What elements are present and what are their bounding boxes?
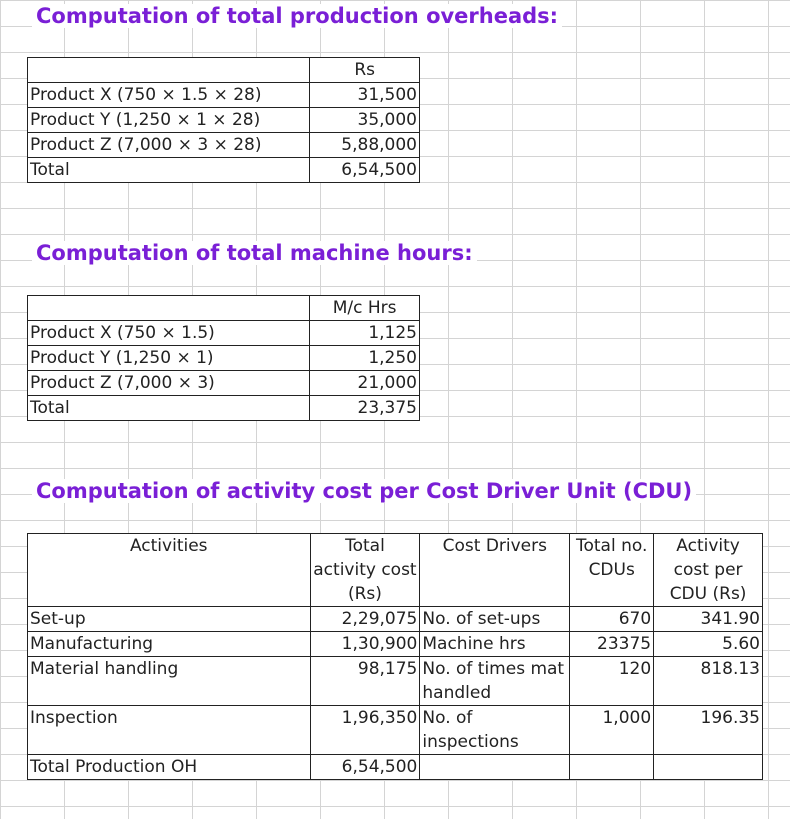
table-row bbox=[28, 371, 420, 396]
table-row bbox=[28, 108, 420, 133]
total-row bbox=[28, 158, 420, 183]
row-value: 1,125 bbox=[310, 321, 420, 346]
total-row bbox=[28, 396, 420, 421]
column-header-total-cost: Total activity cost (Rs) bbox=[310, 534, 420, 607]
column-header-rs: Rs bbox=[310, 58, 420, 83]
row-label: Product Y (1,250 × 1 × 28) bbox=[28, 108, 310, 133]
total-label: Total Production OH bbox=[28, 755, 311, 780]
driver-cell: No. of set-ups bbox=[420, 607, 570, 632]
table-row bbox=[28, 346, 420, 371]
table-header-row bbox=[28, 296, 420, 321]
activity-cell: Manufacturing bbox=[28, 632, 311, 657]
machine-hours-table bbox=[27, 295, 420, 421]
row-value: 21,000 bbox=[310, 371, 420, 396]
activity-cell: Material handling bbox=[28, 657, 311, 706]
cost-cell: 98,175 bbox=[310, 657, 420, 706]
row-label: Total bbox=[28, 396, 310, 421]
blank-cell bbox=[420, 755, 570, 780]
row-value: 35,000 bbox=[310, 108, 420, 133]
column-header-activities: Activities bbox=[28, 534, 311, 607]
table-row bbox=[28, 706, 763, 755]
column-header-cost-drivers: Cost Drivers bbox=[420, 534, 570, 607]
cdus-cell: 120 bbox=[570, 657, 654, 706]
table-row bbox=[28, 607, 763, 632]
driver-cell: No. of times mat handled bbox=[420, 657, 570, 706]
driver-cell: No. of inspections bbox=[420, 706, 570, 755]
activity-cost-table bbox=[27, 533, 763, 780]
row-value: 5,88,000 bbox=[310, 133, 420, 158]
cdus-cell: 670 bbox=[570, 607, 654, 632]
blank-cell bbox=[28, 296, 310, 321]
rate-cell: 5.60 bbox=[654, 632, 763, 657]
cost-cell: 1,30,900 bbox=[310, 632, 420, 657]
table-row bbox=[28, 133, 420, 158]
overheads-table bbox=[27, 57, 420, 183]
row-label: Total bbox=[28, 158, 310, 183]
row-label: Product Y (1,250 × 1) bbox=[28, 346, 310, 371]
rate-cell: 818.13 bbox=[654, 657, 763, 706]
table-row bbox=[28, 632, 763, 657]
rate-cell: 196.35 bbox=[654, 706, 763, 755]
row-value: 6,54,500 bbox=[310, 158, 420, 183]
blank-cell bbox=[28, 58, 310, 83]
blank-cell bbox=[570, 755, 654, 780]
activity-cell: Set-up bbox=[28, 607, 311, 632]
rate-cell: 341.90 bbox=[654, 607, 763, 632]
cdus-cell: 23375 bbox=[570, 632, 654, 657]
row-label: Product Z (7,000 × 3) bbox=[28, 371, 310, 396]
row-label: Product X (750 × 1.5) bbox=[28, 321, 310, 346]
activity-cell: Inspection bbox=[28, 706, 311, 755]
column-header-total-cdus: Total no. CDUs bbox=[570, 534, 654, 607]
driver-cell: Machine hrs bbox=[420, 632, 570, 657]
total-cost: 6,54,500 bbox=[310, 755, 420, 780]
row-value: 1,250 bbox=[310, 346, 420, 371]
row-value: 31,500 bbox=[310, 83, 420, 108]
row-label: Product X (750 × 1.5 × 28) bbox=[28, 83, 310, 108]
row-value: 23,375 bbox=[310, 396, 420, 421]
table-header-row bbox=[28, 534, 763, 607]
cost-cell: 2,29,075 bbox=[310, 607, 420, 632]
table-row bbox=[28, 83, 420, 108]
table-row bbox=[28, 657, 763, 706]
table-row bbox=[28, 321, 420, 346]
section2-title: Computation of total machine hours: bbox=[32, 241, 477, 265]
column-header-rate: Activity cost per CDU (Rs) bbox=[654, 534, 763, 607]
table-header-row bbox=[28, 58, 420, 83]
section3-title: Computation of activity cost per Cost Driver Unit (CDU) bbox=[32, 479, 696, 503]
cost-cell: 1,96,350 bbox=[310, 706, 420, 755]
column-header-mc-hrs: M/c Hrs bbox=[310, 296, 420, 321]
total-row bbox=[28, 755, 763, 780]
row-label: Product Z (7,000 × 3 × 28) bbox=[28, 133, 310, 158]
cdus-cell: 1,000 bbox=[570, 706, 654, 755]
blank-cell bbox=[654, 755, 763, 780]
section1-title: Computation of total production overheads: bbox=[32, 4, 562, 28]
